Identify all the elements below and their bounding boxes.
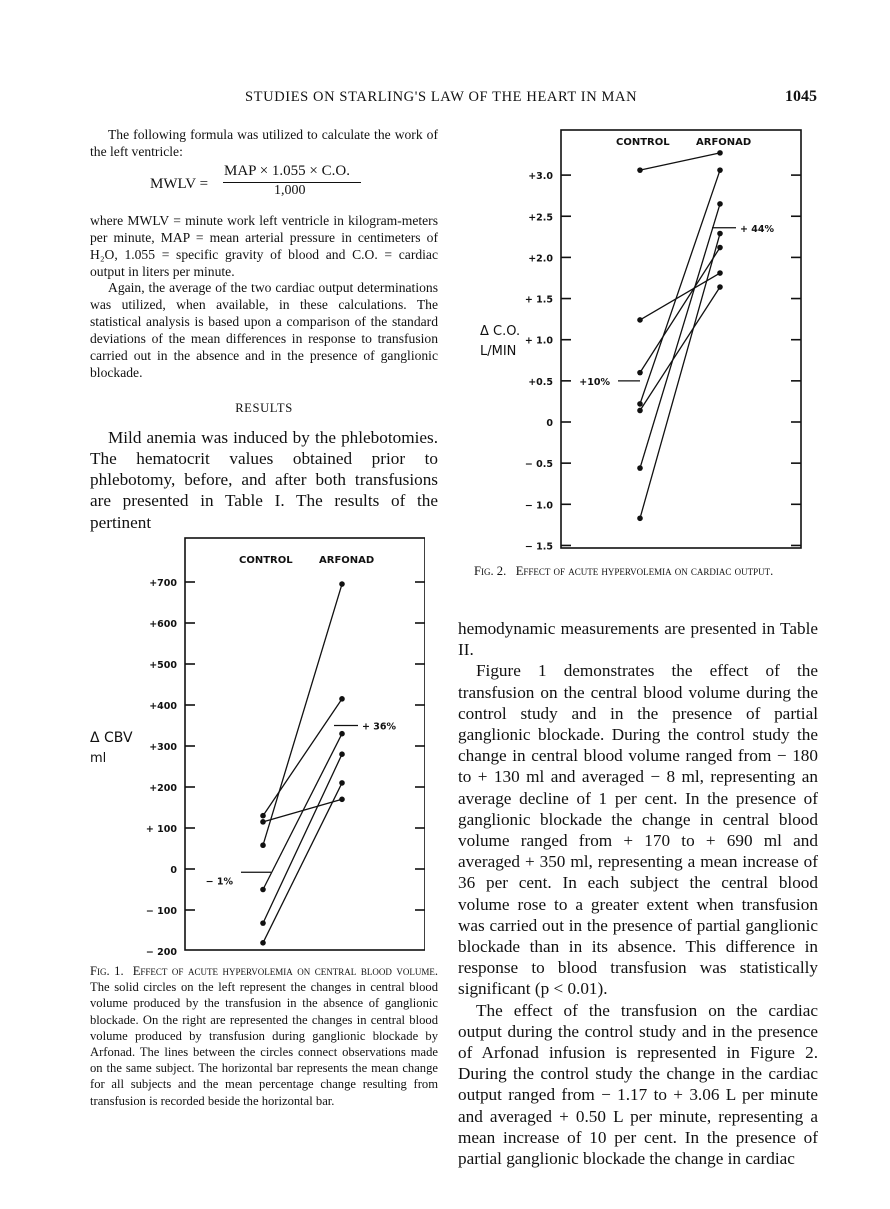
fig2-subject-line <box>640 204 720 468</box>
formula-intro: The following formula was utilized to calculate the work of the left ventricle: <box>90 127 438 159</box>
fig2-control-point <box>637 167 643 173</box>
formula-numerator: MAP × 1.055 × C.O. <box>224 162 350 179</box>
right-column <box>458 618 818 1169</box>
fig1-subject-line <box>263 754 342 923</box>
fig1-caption-title: Effect of acute hypervolemia on central blood volume. <box>132 964 438 978</box>
fig1-ytick-label: + 100 <box>145 824 177 835</box>
fig2-frame <box>561 130 801 548</box>
figure2-caption <box>474 563 814 579</box>
fig1-category-control: CONTROL <box>239 555 293 566</box>
fig1-arfonad-point <box>339 696 345 702</box>
fig2-mean-label-control: +10% <box>579 376 610 388</box>
left-column <box>90 127 438 533</box>
fig2-arfonad-point <box>717 231 723 237</box>
fig1-frame <box>185 538 425 950</box>
fig2-category-control: CONTROL <box>616 137 670 148</box>
fig2-subject-line <box>640 153 720 170</box>
fig2-ytick-label: − 1.0 <box>524 500 553 512</box>
fig2-arfonad-point <box>717 270 723 276</box>
fig2-subject-line <box>640 170 720 404</box>
page-number: 1045 <box>785 88 817 105</box>
fig1-ytick-label: − 100 <box>145 906 177 917</box>
fig1-arfonad-point <box>339 797 345 803</box>
figure1-caption <box>90 963 438 1109</box>
fig1-mean-label-control: − 1% <box>205 876 233 888</box>
right-paragraph-3: The effect of the transfusion on the cardiac output during the control study and in the presence of Arfonad infusion is represented in Figure 2. During the control study the change in the cardiac output ranged from − 1.17 to + 3.06 L per minute and averaged + 0.50 L per minute, representing a mean increase of 10 per cent. In the presence of partial ganglionic blockade the change in cardiac <box>458 1000 818 1169</box>
fig1-mean-label-arfonad: + 36% <box>362 721 397 733</box>
fig1-ytick-label: +300 <box>149 742 177 753</box>
fig2-caption-label: Fig. 2. <box>474 564 507 578</box>
fig2-control-point <box>637 465 643 471</box>
fig2-caption-title: Effect of acute hypervolemia on cardiac output. <box>515 564 774 578</box>
fig2-subject-line <box>640 234 720 519</box>
fig1-caption-label: Fig. 1. <box>90 964 124 978</box>
fig2-arfonad-point <box>717 167 723 173</box>
fig2-ytick-label: − 1.5 <box>524 541 553 553</box>
fig2-yunit: L/MIN <box>480 344 517 359</box>
fig1-control-point <box>260 813 266 819</box>
fig2-subject-line <box>640 273 720 320</box>
fig2-control-point <box>637 317 643 323</box>
formula-denominator: 1,000 <box>274 182 306 198</box>
fig1-arfonad-point <box>339 751 345 757</box>
fig1-control-point <box>260 887 266 893</box>
fig2-control-point <box>637 401 643 407</box>
fig1-ytick-label: +400 <box>149 701 177 712</box>
formula-definitions: where MWLV = minute work left ventricle in kilogram-meters per minute, MAP = mean arterial pressure in centimeters of H₂O, 1.055 = specific gravity of blood and C.O. = cardiac output in liters per minute. <box>90 212 438 279</box>
fig1-arfonad-point <box>339 731 345 737</box>
fig1-ytick-label: − 200 <box>145 947 177 958</box>
fig2-ytick-label: +0.5 <box>528 376 553 388</box>
figure1-chart <box>85 530 425 960</box>
formula <box>90 163 438 211</box>
fig2-mean-label-arfonad: + 44% <box>740 223 775 235</box>
fig2-control-point <box>637 515 643 521</box>
fig1-caption-body: The solid circles on the left represent the changes in central blood volume produced by the transfusion in the absence of ganglionic blockade. On the right are represented the changes in central blood volume produced by transfusion during ganglionic blockade by Arfonad. The lines between the circles connect observations made on the same subject. The horizontal bar represents the mean change for all subjects and the mean percentage change resulting from transfusion is recorded beside the horizontal bar. <box>90 980 438 1108</box>
paragraph-again: Again, the average of the two cardiac output determinations was utilized, when available, in these calculations. The statistical analysis is based upon a comparison of the standard deviations of the mean differences in response to transfusion carried out in the absence and in the presence of ganglionic blockade. <box>90 280 438 380</box>
fig1-control-point <box>260 920 266 926</box>
fig2-ytick-label: +2.5 <box>528 212 553 224</box>
fig1-yunit: ml <box>90 751 107 766</box>
fig2-ytick-label: +2.0 <box>528 253 553 265</box>
fig2-arfonad-point <box>717 284 723 290</box>
fig2-category-arfonad: ARFONAD <box>696 137 752 148</box>
fig2-subject-line <box>640 248 720 373</box>
fig1-ylabel: Δ CBV <box>90 730 133 746</box>
results-paragraph: Mild anemia was induced by the phlebotomies. The hematocrit values obtained prior to phlebotomy, before, and after both transfusions are presented in Table I. The results of the pertinent <box>90 427 438 532</box>
fig2-ylabel: Δ C.O. <box>480 324 521 339</box>
fig1-ytick-label: +600 <box>149 619 177 630</box>
fig1-control-point <box>260 819 266 825</box>
running-title: STUDIES ON STARLING'S LAW OF THE HEART IN MAN <box>245 89 638 105</box>
fig1-category-arfonad: ARFONAD <box>319 555 375 566</box>
section-heading: RESULTS <box>235 400 293 415</box>
fig2-ytick-label: 0 <box>546 418 553 429</box>
fig2-ytick-label: + 1.0 <box>524 335 553 347</box>
fig1-arfonad-point <box>339 780 345 786</box>
figure2-chart <box>470 125 810 555</box>
fig2-subject-line <box>640 287 720 410</box>
fig2-control-point <box>637 408 643 414</box>
fig2-arfonad-point <box>717 245 723 251</box>
fig1-control-point <box>260 940 266 946</box>
formula-lhs: MWLV = <box>150 175 209 192</box>
fig1-arfonad-point <box>339 581 345 587</box>
right-paragraph-1: hemodynamic measurements are presented in Table II. <box>458 619 818 660</box>
fig2-control-point <box>637 370 643 376</box>
fig1-ytick-label: +700 <box>149 578 177 589</box>
right-paragraph-2: Figure 1 demonstrates the effect of the transfusion on the central blood volume during the control study and in the presence of partial ganglionic blockade. During the control study the change in central blood volume ranged from − 180 to + 130 ml and averaged − 8 ml, representing an average decline of 1 per cent. In the presence of ganglionic blockade the change in central blood volume ranged from + 170 to + 690 ml and averaged + 350 ml, representing a mean increase of 36 per cent. In each subject the central blood volume rose to a greater extent when transfusion was carried out in the presence of partial ganglionic blockade than in its absence. This difference in response to blood transfusion was statistically significant (p < 0.01). <box>458 661 818 999</box>
fig2-ytick-label: − 0.5 <box>524 459 553 471</box>
fig1-ytick-label: 0 <box>170 865 177 876</box>
fig2-arfonad-point <box>717 150 723 156</box>
fig1-ytick-label: +200 <box>149 783 177 794</box>
fig1-ytick-label: +500 <box>149 660 177 671</box>
fig1-control-point <box>260 842 266 848</box>
fig2-ytick-label: +3.0 <box>528 171 553 183</box>
fig2-ytick-label: + 1.5 <box>524 294 553 306</box>
fig2-arfonad-point <box>717 201 723 207</box>
